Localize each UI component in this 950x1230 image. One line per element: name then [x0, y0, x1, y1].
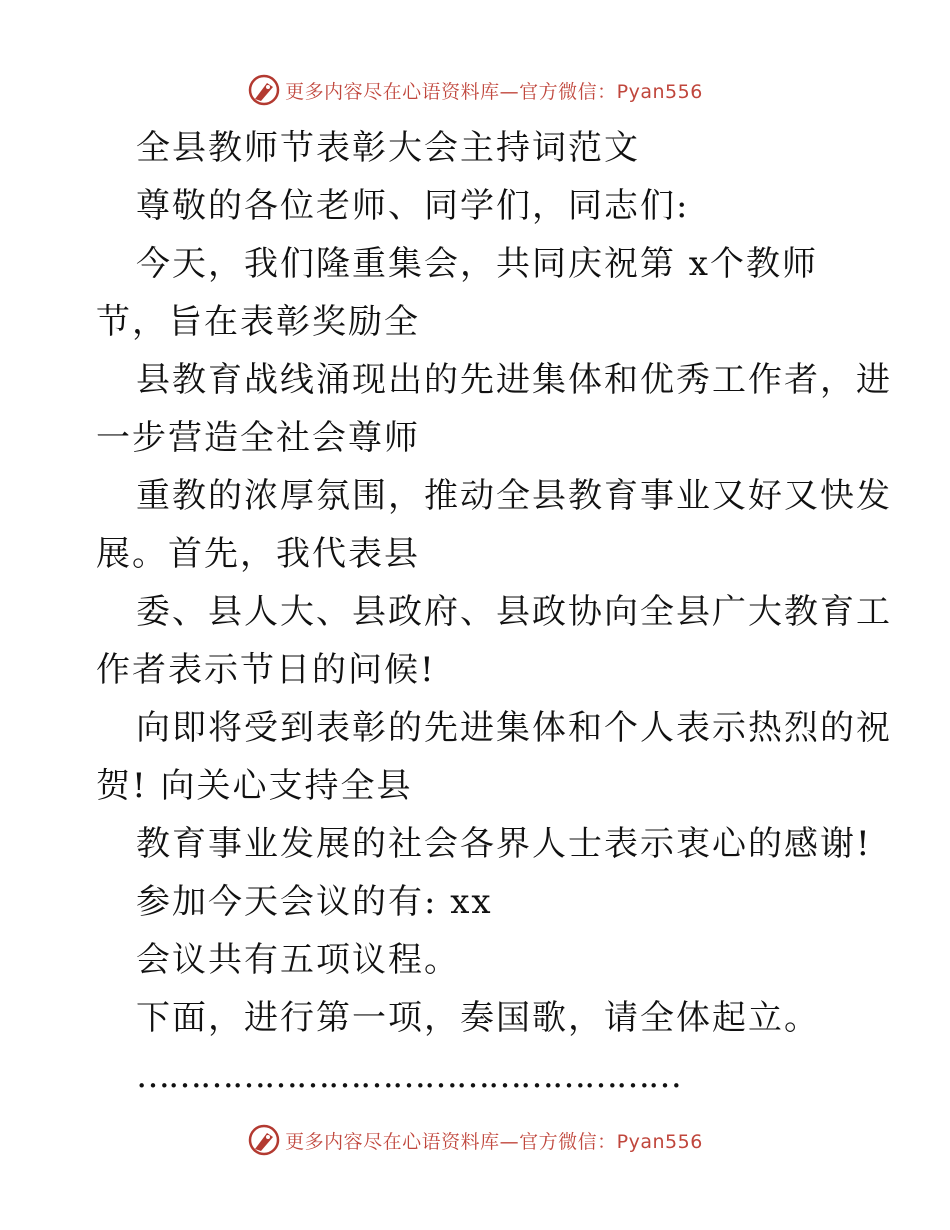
- watermark-banner-top: [0, 70, 950, 110]
- paragraph-line: 节，旨在表彰奖励全: [96, 302, 420, 342]
- watermark-text: 更多内容尽在心语资料库—官方微信：Pyan556: [285, 1130, 703, 1153]
- paragraph-line: 作者表示节日的问候!: [96, 650, 436, 690]
- paragraph-line: 向即将受到表彰的先进集体和个人表示热烈的祝: [136, 708, 892, 748]
- paragraph-line: 县教育战线涌现出的先进集体和优秀工作者，进: [136, 360, 892, 400]
- pen-nib-logo-icon: [247, 1123, 281, 1157]
- paragraph-line: 参加今天会议的有: xx: [136, 882, 493, 922]
- paragraph-line: 展。首先，我代表县: [96, 534, 420, 574]
- paragraph-line: 尊敬的各位老师、同学们，同志们:: [136, 186, 690, 226]
- watermark-text: 更多内容尽在心语资料库—官方微信：Pyan556: [285, 80, 703, 103]
- paragraph-line: 今天，我们隆重集会，共同庆祝第 x个教师: [136, 244, 818, 284]
- paragraph-line: 委、县人大、县政府、县政协向全县广大教育工: [136, 592, 892, 632]
- paragraph-line: 教育事业发展的社会各界人士表示衷心的感谢!: [136, 824, 872, 864]
- ellipsis-line: ……………………………………………: [136, 1056, 680, 1096]
- paragraph-line: 下面，进行第一项，奏国歌，请全体起立。: [136, 998, 820, 1038]
- paragraph-line: 重教的浓厚氛围，推动全县教育事业又好又快发: [136, 476, 892, 516]
- paragraph-line: 会议共有五项议程。: [136, 940, 460, 980]
- paragraph-line: 一步营造全社会尊师: [96, 418, 420, 458]
- document-title: 全县教师节表彰大会主持词范文: [136, 128, 640, 168]
- paragraph-line: 贺! 向关心支持全县: [96, 766, 413, 806]
- pen-nib-logo-icon: [247, 73, 281, 107]
- watermark-banner-bottom: [0, 1120, 950, 1160]
